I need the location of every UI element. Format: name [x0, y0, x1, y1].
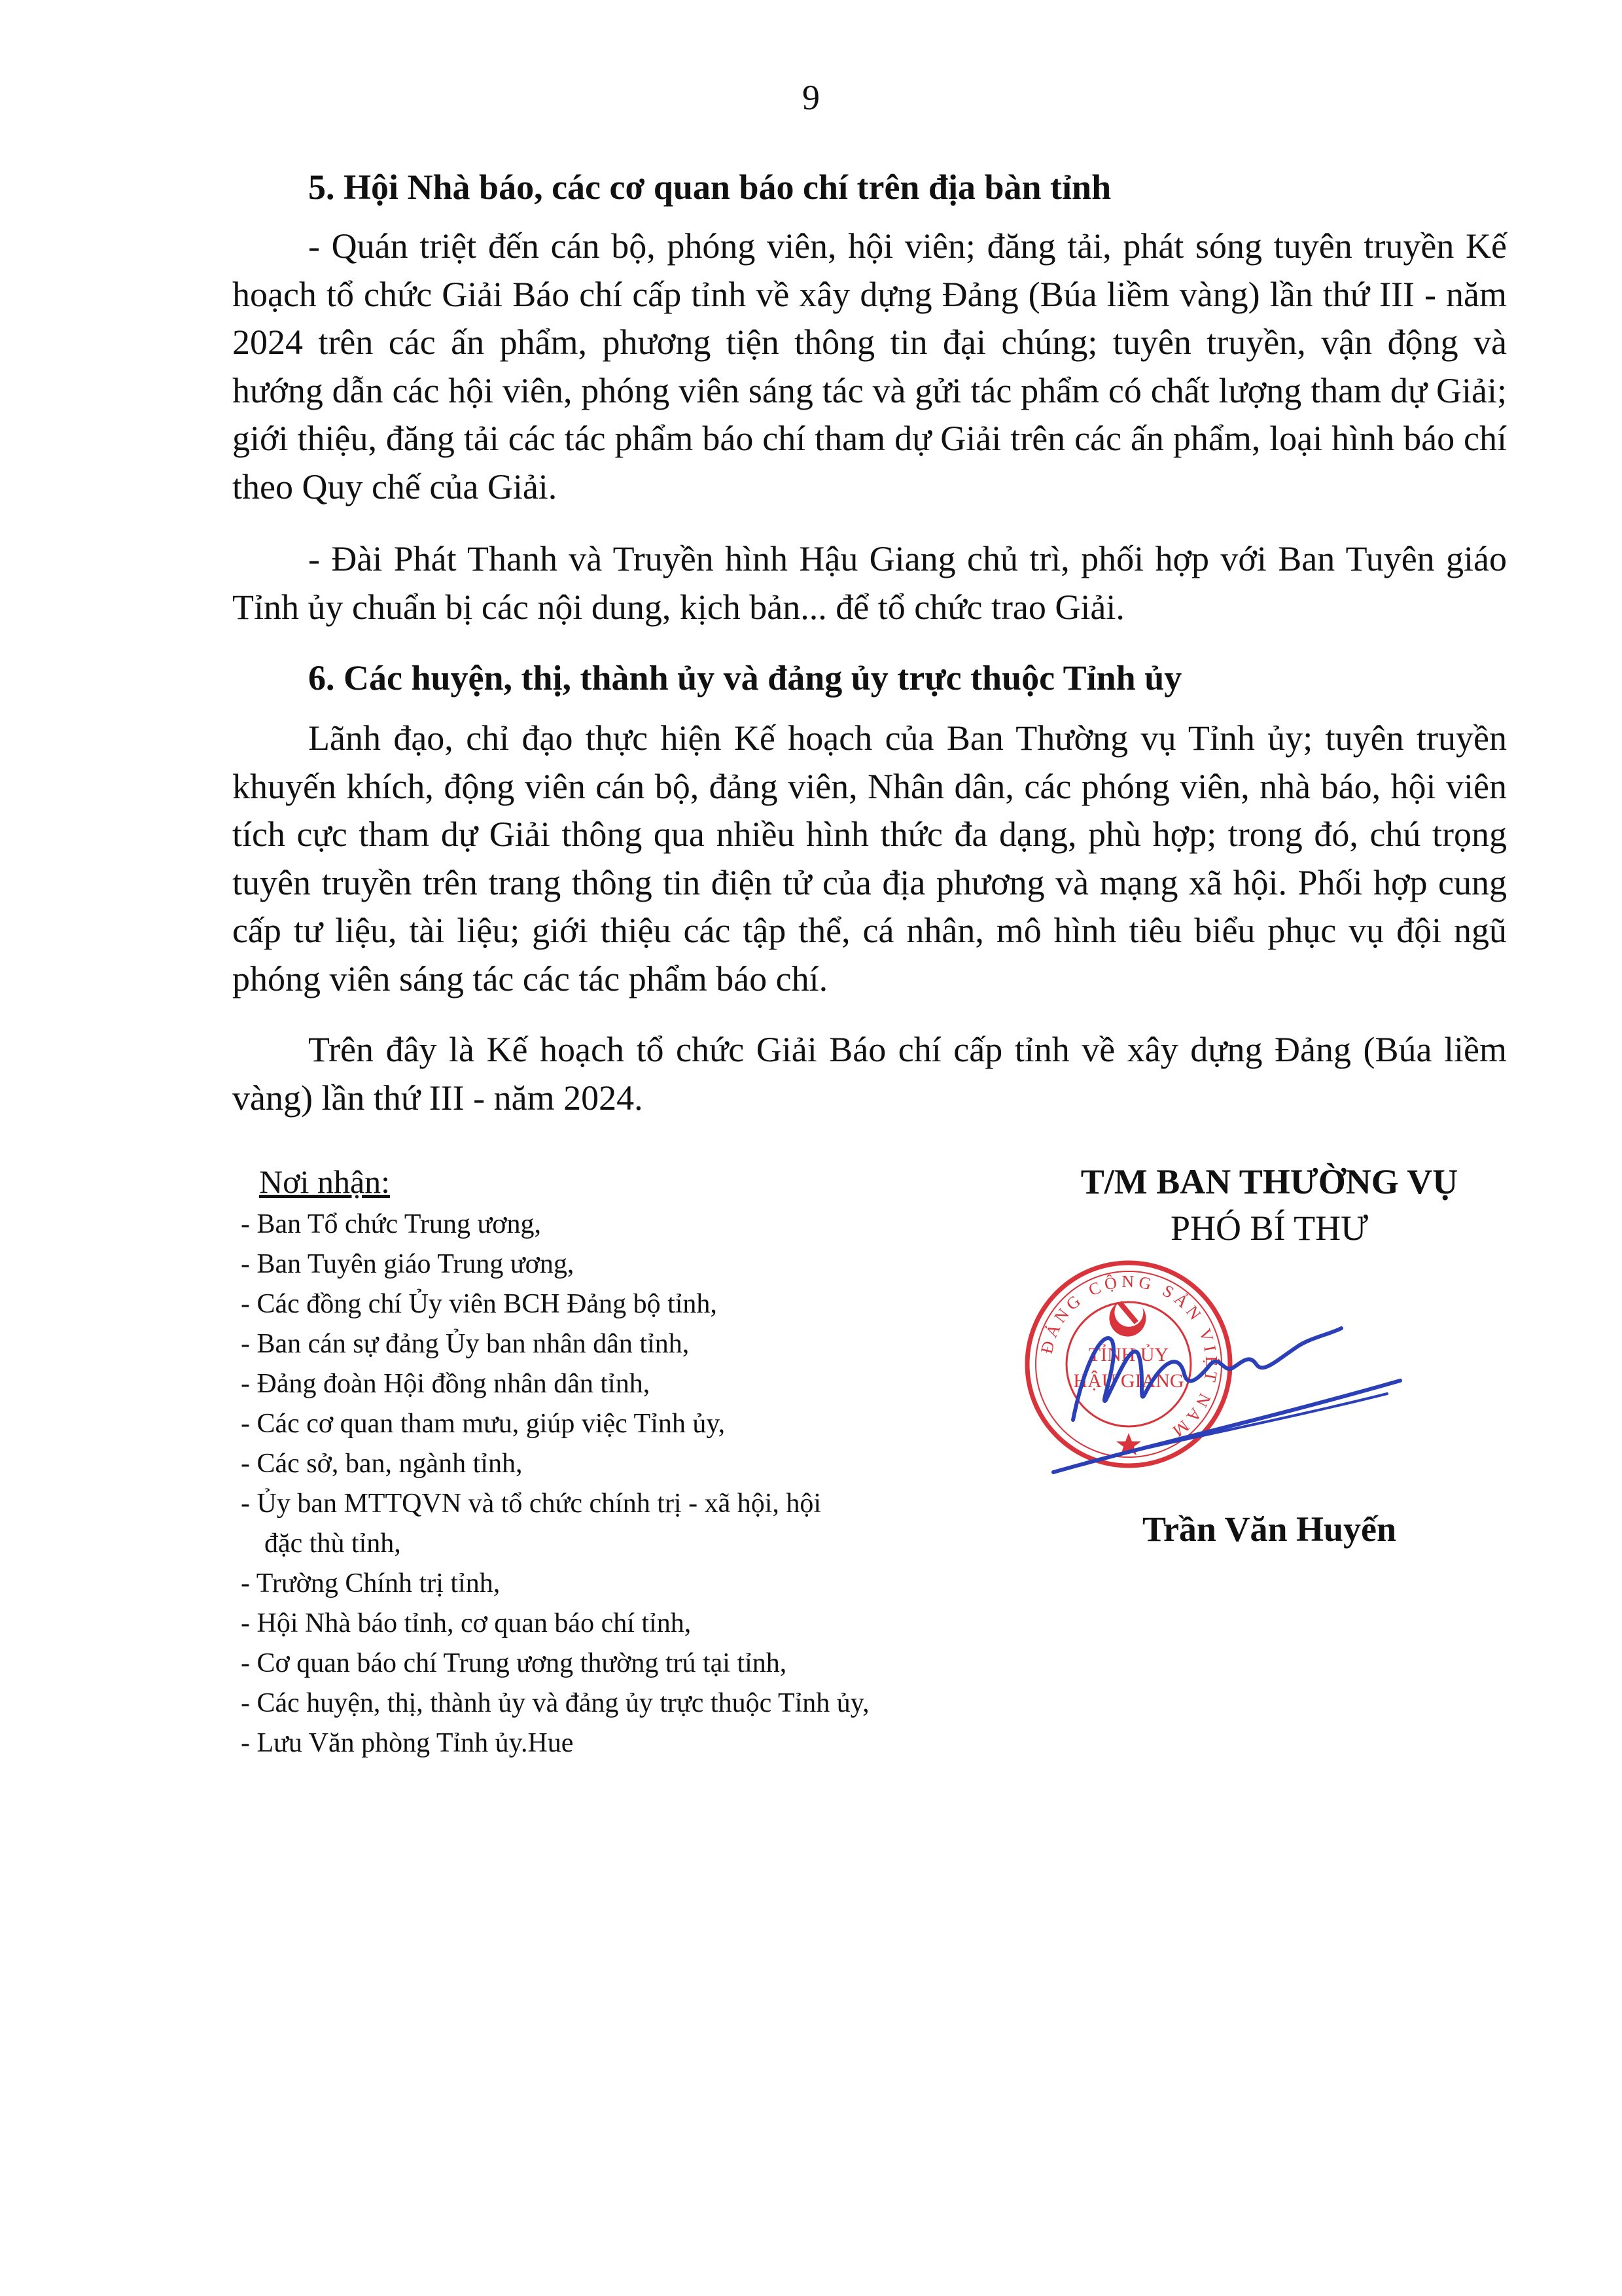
- recipients-block: [241, 1161, 895, 1763]
- section-5-heading: 5. Hội Nhà báo, các cơ quan báo chí trên địa bàn tỉnh: [308, 168, 1112, 207]
- recipient-item: - Các cơ quan tham mưu, giúp việc Tỉnh ủy,: [241, 1409, 726, 1439]
- recipients-title: Nơi nhận:: [259, 1163, 391, 1200]
- signer-name: Trần Văn Huyến: [1142, 1510, 1397, 1549]
- recipient-item: - Ủy ban MTTQVN và tổ chức chính trị - xã hội, hội đặc thù tỉnh,: [241, 1489, 822, 1559]
- recipient-item: - Lưu Văn phòng Tỉnh ủy.Hue: [241, 1728, 574, 1758]
- recipient-item: - Ban Tuyên giáo Trung ương,: [241, 1249, 574, 1279]
- section-6-paragraph-1: Lãnh đạo, chỉ đạo thực hiện Kế hoạch của Ban Thường vụ Tỉnh ủy; tuyên truyền khuyến khích, động viên cán bộ, đảng viên, Nhân dân, các phóng viên, nhà báo, hội viên tích cực tham dự Giải thông qua nhiều hình thức đa dạng, phù hợp; trong đó, chú trọng tuyên truyền trên trang thông tin điện tử của địa phương và mạng xã hội. Phối hợp cung cấp tư liệu, tài liệu; giới thiệu các tập thể, cá nhân, mô hình tiêu biểu phục vụ đội ngũ phóng viên sáng tác các tác phẩm báo chí.: [232, 718, 1507, 998]
- recipient-item: - Cơ quan báo chí Trung ương thường trú tại tỉnh,: [241, 1648, 787, 1678]
- page-number: 9: [802, 78, 820, 117]
- handwritten-signature: [1047, 1302, 1413, 1498]
- section-5-paragraph-2: - Đài Phát Thanh và Truyền hình Hậu Giang chủ trì, phối hợp với Ban Tuyên giáo Tỉnh ủy chuẩn bị các nội dung, kịch bản... để tổ chức trao Giải.: [232, 539, 1507, 627]
- recipient-item: - Đảng đoàn Hội đồng nhân dân tỉnh,: [241, 1369, 650, 1399]
- recipient-item: - Ban Tổ chức Trung ương,: [241, 1209, 541, 1239]
- recipient-item: - Ban cán sự đảng Ủy ban nhân dân tỉnh,: [241, 1329, 690, 1359]
- recipient-item: - Các huyện, thị, thành ủy và đảng ủy trực thuộc Tỉnh ủy,: [241, 1688, 870, 1718]
- seal-center-line-1: TỈNH ỦY: [1088, 1344, 1169, 1366]
- recipient-item: - Trường Chính trị tỉnh,: [241, 1568, 501, 1598]
- closing-paragraph: Trên đây là Kế hoạch tổ chức Giải Báo chí cấp tỉnh về xây dựng Đảng (Búa liềm vàng) lần thứ III - năm 2024.: [232, 1030, 1507, 1118]
- recipient-item: - Hội Nhà báo tỉnh, cơ quan báo chí tỉnh,: [241, 1608, 692, 1638]
- section-6-heading: 6. Các huyện, thị, thành ủy và đảng ủy trực thuộc Tỉnh ủy: [308, 658, 1182, 698]
- recipient-item: - Các sở, ban, ngành tỉnh,: [241, 1449, 523, 1479]
- seal-center-line-2: HẬU GIANG: [1073, 1370, 1184, 1392]
- recipients-list: [241, 1205, 895, 1763]
- signature-position: PHÓ BÍ THƯ: [1171, 1209, 1368, 1248]
- seal-ring-text: ĐẢNG CỘNG SẢN VIỆT NAM: [1036, 1271, 1222, 1443]
- signature-organization: T/M BAN THƯỜNG VỤ: [1080, 1162, 1458, 1201]
- section-5-paragraph-1: - Quán triệt đến cán bộ, phóng viên, hội viên; đăng tải, phát sóng tuyên truyền Kế hoạch tổ chức Giải Báo chí cấp tỉnh về xây dựng Đảng (Búa liềm vàng) lần thứ III - năm 2024 trên các ấn phẩm, phương tiện thông tin đại chúng; tuyên truyền, vận động và hướng dẫn các hội viên, phóng viên sáng tác và gửi tác phẩm có chất lượng tham dự Giải; giới thiệu, đăng tải các tác phẩm báo chí tham dự Giải trên các ấn phẩm, loại hình báo chí theo Quy chế của Giải.: [232, 226, 1507, 506]
- recipient-item: - Các đồng chí Ủy viên BCH Đảng bộ tỉnh,: [241, 1289, 717, 1319]
